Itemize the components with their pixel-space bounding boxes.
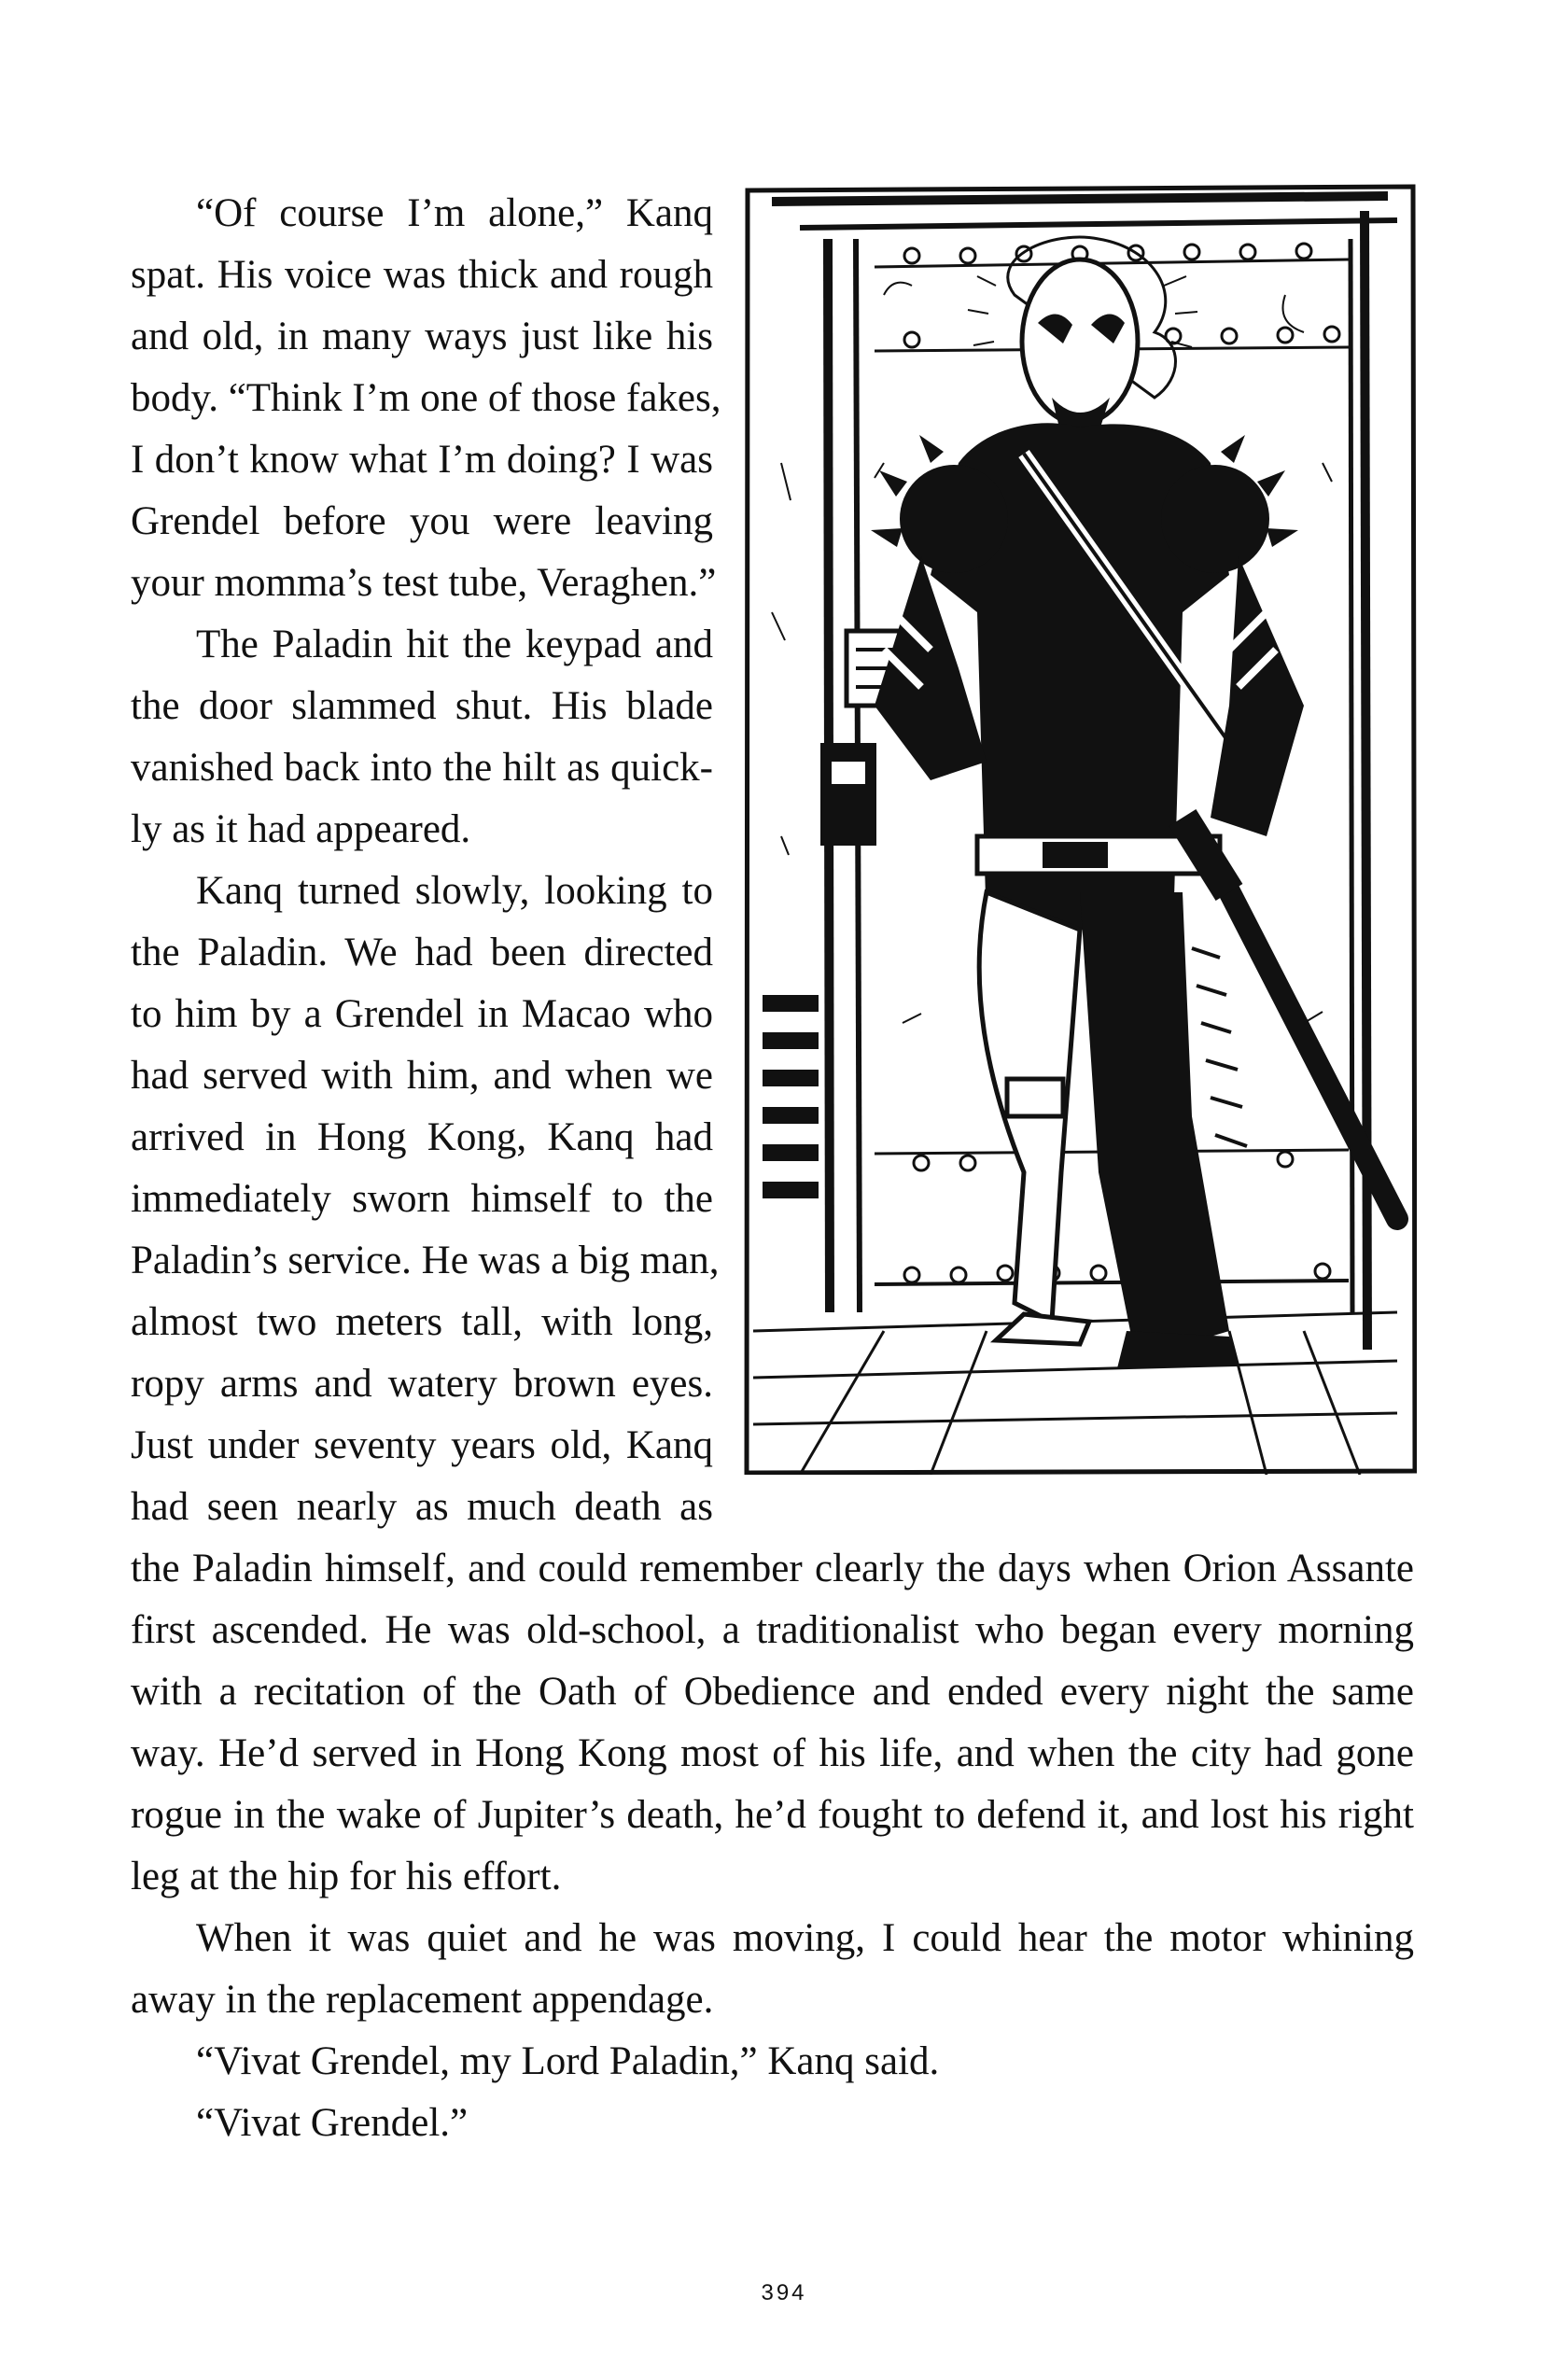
text-line: immediately sworn himself to the [131,1177,713,1221]
text-line: “Vivat Grendel.” [196,2101,469,2145]
text-line: way. He’d served in Hong Kong most of his life, and when the city had gone [131,1731,1414,1775]
illustration-art [744,183,1417,1475]
text-line: Just under seventy years old, Kanq [131,1423,713,1467]
text-line: “Vivat Grendel, my Lord Paladin,” Kanq said. [196,2039,940,2083]
text-line: The Paladin hit the keypad and [196,623,713,666]
text-line: “Of course I’m alone,” Kanq [196,191,713,235]
text-line: Grendel before you were leaving [131,499,713,543]
text-line: first ascended. He was old-school, a traditionalist who began every morning [131,1608,1414,1652]
text-line: had seen nearly as much death as [131,1485,713,1529]
text-line: Kanq turned slowly, looking to [196,869,713,913]
text-line: When it was quiet and he was moving, I could hear the motor whining [196,1916,1414,1960]
text-line: the Paladin. We had been directed [131,931,713,974]
text-line: to him by a Grendel in Macao who [131,992,713,1036]
text-line: your momma’s test tube, Veraghen.” [131,561,717,605]
text-line: almost two meters tall, with long, [131,1300,713,1344]
text-line: body. “Think I’m one of those fakes, [131,376,721,420]
ink-illustration [744,183,1417,1475]
text-line: the door slammed shut. His blade [131,684,713,728]
text-line: vanished back into the hilt as quick- [131,746,713,790]
text-line: and old, in many ways just like his [131,315,713,358]
text-line: leg at the hip for his effort. [131,1855,562,1898]
text-line: had served with him, and when we [131,1054,713,1098]
text-line: rogue in the wake of Jupiter’s death, he’d fought to defend it, and lost his right [131,1793,1414,1837]
text-line: the Paladin himself, and could remember clearly the days when Orion Assante [131,1547,1414,1590]
text-line: with a recitation of the Oath of Obedience and ended every night the same [131,1670,1414,1714]
text-line: I don’t know what I’m doing? I was [131,438,713,482]
text-line: away in the replacement appendage. [131,1978,714,2022]
text-line: ropy arms and watery brown eyes. [131,1362,713,1406]
text-line: arrived in Hong Kong, Kanq had [131,1115,713,1159]
text-line: ly as it had appeared. [131,807,471,851]
text-line: spat. His voice was thick and rough [131,253,713,297]
page-number: 394 [761,2280,807,2305]
text-line: Paladin’s service. He was a big man, [131,1239,720,1282]
